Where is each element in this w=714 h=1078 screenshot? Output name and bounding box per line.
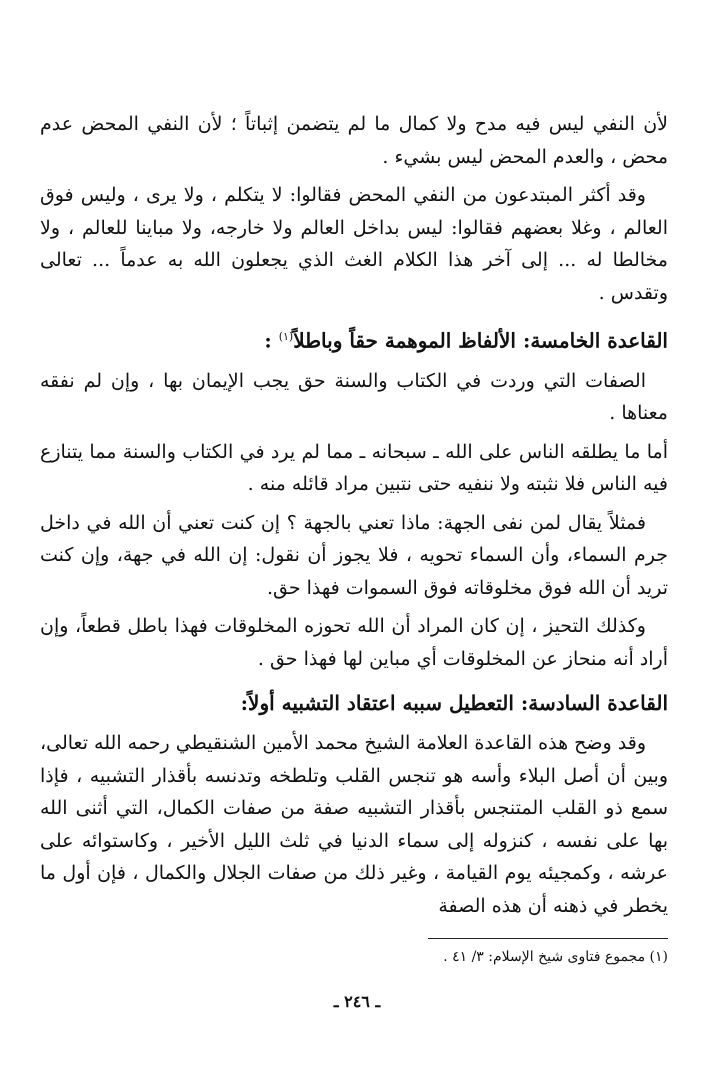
paragraph-3: الصفات التي وردت في الكتاب والسنة حق يجب الإيمان بها ، وإن لم نفقه معناها . [40, 369, 668, 425]
heading-rule-5-text: القاعدة الخامسة: الألفاظ الموهمة حقاً وباطلاً [293, 328, 668, 353]
paragraph-7: وقد وضح هذه القاعدة العلامة الشيخ محمد الأمين الشنقيطي رحمه الله تعالى، وبين أن أصل البلاء وأسه هو تنجس القلب وتلطخه وتدنسه بأقذار التشبيه ، فإذا سمع ذو القلب المتنجس بأقذار التشبيه صفة من صفات الكمال، التي أثنى الله بها على نفسه ، كنزوله إلى سماء الدنيا في ثلث الليل الأخير ، وكاستوائه على عرشه ، وكمجيئه يوم القيامة ، وغير ذلك من صفات الجلال والكمال ، فإن أول ما يخطر في ذهنه أن هذه الصفة [40, 732, 668, 917]
footnote: (١) مجموع فتاوى شيخ الإسلام: ٣/ ٤١ . [443, 949, 668, 965]
footnote-divider [428, 938, 668, 939]
paragraph-6: وكذلك التحيز ، إن كان المراد أن الله تحوزه المخلوقات فهذا باطل قطعاً، وإن أراد أنه منحاز عن المخلوقات أي مباين لها فهذا حق . [40, 615, 668, 670]
page-number: ـ ٢٤٦ ـ [333, 992, 381, 1011]
heading-rule-6: القاعدة السادسة: التعطيل سببه اعتقاد التشبيه أولاً: [240, 691, 668, 716]
paragraph-5: فمثلاً يقال لمن نفى الجهة: ماذا تعني بالجهة ؟ إن كنت تعني أن الله في داخل جرم السماء، وأن السماء تحويه ، فلا يجوز أن نقول: إن الله في جهة، وإن كنت تريد أن الله فوق مخلوقاته فوق السموات فهذا حق. [40, 511, 668, 599]
heading-colon: : [264, 328, 279, 353]
footnote-ref: (١) [278, 330, 294, 343]
paragraph-4: أما ما يطلقه الناس على الله ـ سبحانه ـ مما لم يرد في الكتاب والسنة مما يتنازع فيه الناس فلا نثبته ولا ننفيه حتى نتبين مراد قائله منه . [40, 440, 668, 496]
page-body [40, 108, 668, 922]
paragraph-1: لأن النفي ليس فيه مدح ولا كمال ما لم يتضمن إثباتاً ؛ لأن النفي المحض عدم محض ، والعدم المحض ليس بشيء . [40, 113, 668, 168]
heading-rule-5 [40, 317, 668, 361]
paragraph-2: وقد أكثر المبتدعون من النفي المحض فقالوا: لا يتكلم ، ولا يرى ، وليس فوق العالم ، وغلا بعضهم فقالوا: ليس بداخل العالم ولا خارجه، ولا مباينا للعالم ، ولا مخالطا له ... إلى آخر هذا الكلام الغث الذي يجعلون الله به عدماً ... تعالى وتقدس . [40, 184, 668, 304]
